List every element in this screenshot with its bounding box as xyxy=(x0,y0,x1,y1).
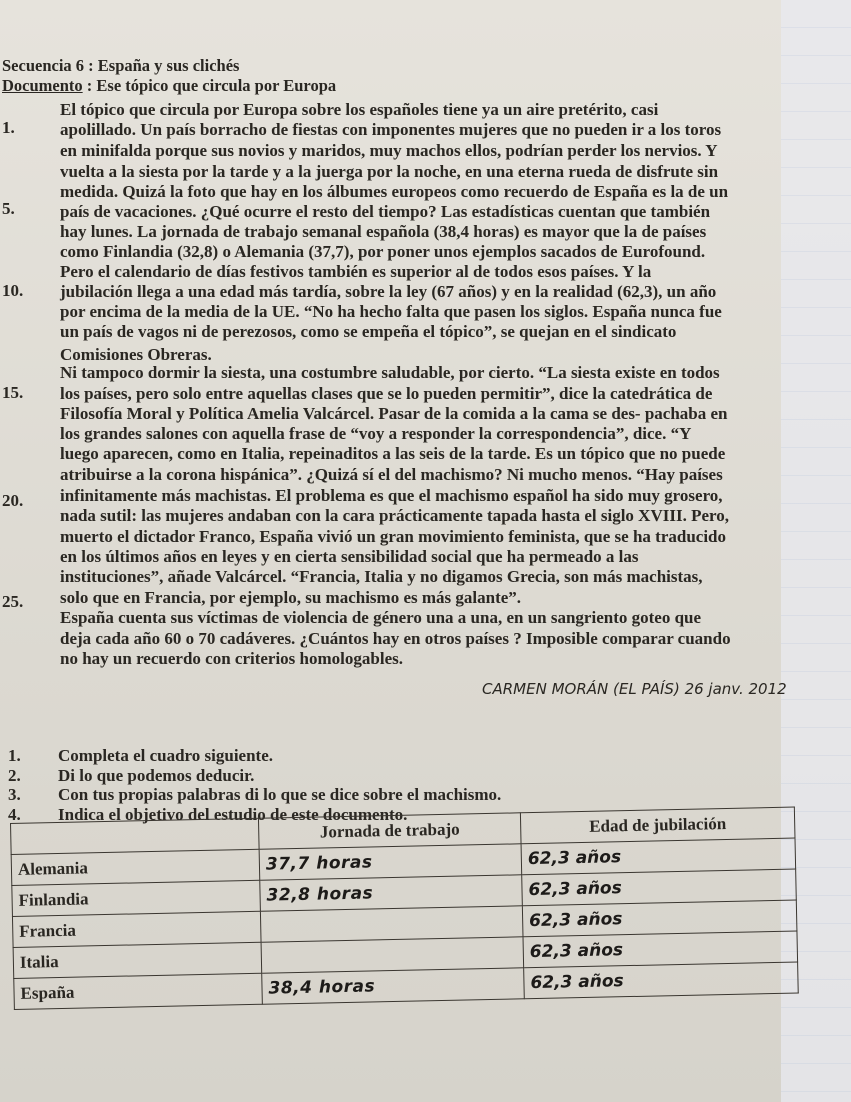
edad-cell[interactable]: 62,3 años xyxy=(522,900,797,937)
country-cell: Italia xyxy=(13,942,262,978)
article-line: instituciones”, añade Valcárcel. “Francia, Italia y no digamos Grecia, son más machistas, xyxy=(60,567,703,586)
article-line: no hay un recuerdo con criterios homologables. xyxy=(60,649,403,668)
table-header xyxy=(11,818,260,854)
jornada-cell[interactable]: 37,7 horas xyxy=(259,844,522,880)
comparison-table xyxy=(10,807,799,1010)
line-number: 25. xyxy=(2,592,24,611)
article-line: Comisiones Obreras. xyxy=(60,345,212,364)
article-line: luego aparecen, como en Italia, repeinaditos a las seis de la tarde. Es un tópico que no puede xyxy=(60,444,726,463)
sequence-title: Secuencia 6 : España y sus clichés xyxy=(2,56,240,75)
article-line: en minifalda porque sus novios y maridos, muy machos ellos, podrían perder los nervios. Y xyxy=(60,141,718,160)
question-4: 4. Indica el objetivo del estudio de este documento. xyxy=(8,805,408,824)
article-line: medida. Quizá la foto que hay en los álbumes europeos como recuerdo de España es la de un xyxy=(60,182,729,201)
article-line: Ni tampoco dormir la siesta, una costumbre saludable, por cierto. “La siesta existe en todos xyxy=(60,363,720,382)
article-line: España cuenta sus víctimas de violencia de género una a una, en un sangriento goteo que xyxy=(60,608,702,627)
edad-cell[interactable]: 62,3 años xyxy=(522,869,797,906)
article-line: los grandes salones con aquella frase de “voy a responder la correspondencia”, dice. “Y xyxy=(60,424,692,443)
article-byline: CARMEN MORÁN (EL PAÍS) 26 janv. 2012 xyxy=(482,680,787,698)
table-header: Jornada de trabajo xyxy=(258,813,521,849)
article-line: los países, pero solo entre aquellas clases que se lo pueden permitir”, dice la catedrática de xyxy=(60,384,713,403)
article-line: un país de vagos ni de perezosos, como se empeña el tópico”, se quejan en el sindicato xyxy=(60,322,677,341)
table-header: Edad de jubilación xyxy=(520,807,795,844)
document-title-text: : Ese tópico que circula por Europa xyxy=(82,76,337,95)
country-cell: Finlandia xyxy=(12,880,261,916)
question-2: 2. Di lo que podemos deducir. xyxy=(8,766,255,785)
article-line: hay lunes. La jornada de trabajo semanal española (38,4 horas) es mayor que la de países xyxy=(60,222,707,241)
document-title xyxy=(2,76,336,96)
article-line: como Finlandia (32,8) o Alemania (37,7), por poner unos ejemplos sacados de Eurofound. xyxy=(60,242,706,261)
article-line: infinitamente más machistas. El problema es que el machismo español ha sido muy grosero, xyxy=(60,486,723,505)
article-line: nada sutil: las mujeres andaban con la cara prácticamente tapada hasta el siglo XVIII. Pero, xyxy=(60,506,729,525)
article-line: jubilación llega a una edad más tardía, sobre la ley (67 años) y en la realidad (62,3), un año xyxy=(60,282,717,301)
article-line: en los últimos años en leyes y en cierta sensibilidad social que ha permeado a las xyxy=(60,547,639,566)
article-line: apolillado. Un país borracho de fiestas con imponentes mujeres que no pueden ir a los toros xyxy=(60,120,722,139)
question-1: 1. Completa el cuadro siguiente. xyxy=(8,746,274,765)
edad-cell[interactable]: 62,3 años xyxy=(521,838,796,875)
edad-cell[interactable]: 62,3 años xyxy=(523,931,798,968)
country-cell: Alemania xyxy=(11,849,260,885)
article-line: Pero el calendario de días festivos también es superior al de todos esos países. Y la xyxy=(60,262,652,281)
article-line: Filosofía Moral y Política Amelia Valcárcel. Pasar de la comida a la cama se des- pachaba en xyxy=(60,404,728,423)
jornada-cell[interactable]: 32,8 horas xyxy=(260,875,523,911)
line-number: 10. xyxy=(2,281,24,300)
article-line: atribuirse a la corona hispánica”. ¿Quizá sí el del machismo? Ni mucho menos. “Hay países xyxy=(60,465,723,484)
question-3: 3. Con tus propias palabras di lo que se dice sobre el machismo. xyxy=(8,785,502,804)
document-label: Documento xyxy=(2,76,83,95)
line-number: 1. xyxy=(2,118,15,137)
article-line: muerto el dictador Franco, España vivió un gran movimiento feminista, que se ha traducido xyxy=(60,527,726,546)
line-number: 5. xyxy=(2,199,15,218)
line-number: 15. xyxy=(2,383,24,402)
edad-cell[interactable]: 62,3 años xyxy=(524,962,799,999)
article-line: vuelta a la siesta por la tarde y a la juerga por la noche, en una eterna rueda de disfrute sin xyxy=(60,162,719,181)
article-line: país de vacaciones. ¿Qué ocurre el resto del tiempo? Las estadísticas cuentan que también xyxy=(60,202,711,221)
article-line: El tópico que circula por Europa sobre los españoles tiene ya un aire pretérito, casi xyxy=(60,100,659,119)
line-number: 20. xyxy=(2,491,24,510)
jornada-cell[interactable]: 38,4 horas xyxy=(262,968,525,1004)
article-line: solo que en Francia, por ejemplo, su machismo es más galante”. xyxy=(60,588,522,607)
country-cell: Francia xyxy=(12,911,261,947)
article-line: por encima de la media de la UE. “No ha hecho falta que pasen los siglos. España nunca fue xyxy=(60,302,722,321)
article-line: deja cada año 60 o 70 cadáveres. ¿Cuántos hay en otros países ? Imposible comparar cuando xyxy=(60,629,731,648)
country-cell: España xyxy=(14,973,263,1009)
